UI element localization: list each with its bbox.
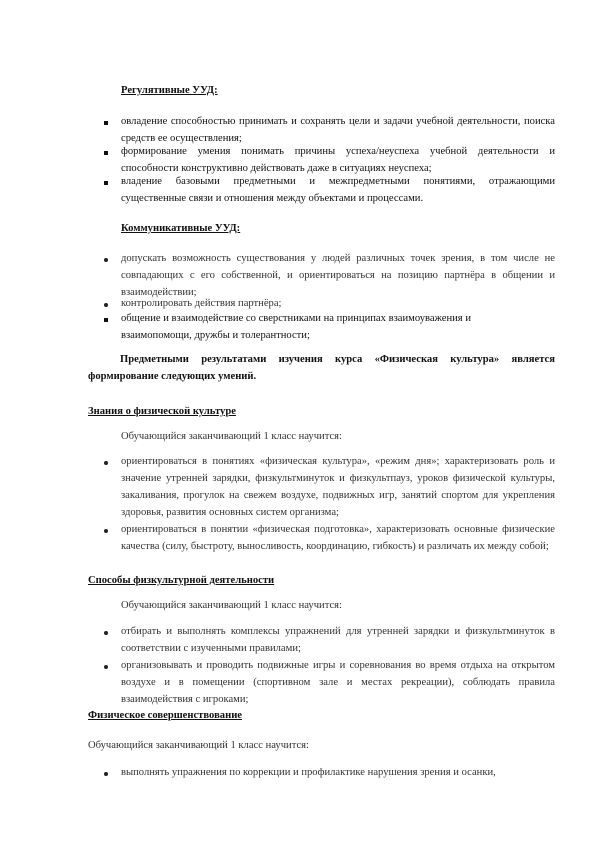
bullet-dot-icon (104, 631, 108, 635)
bullet-dot-icon (104, 665, 108, 669)
knowledge-intro: Обучающийся заканчивающий 1 класс научится: (121, 431, 342, 442)
bullet-dot-icon (104, 529, 108, 533)
subject-results-paragraph: Предметными результатами изучения курса «Физическая культура» является формирование следующих умений. (88, 354, 555, 382)
improvement-intro: Обучающийся заканчивающий 1 класс научится: (88, 740, 309, 751)
bullet-dot-icon (104, 258, 108, 262)
communicative-item-1: допускать возможность существования у людей различных точек зрения, в том числе не совпадающих с его собственной, и ориентироваться на позицию партнёра в общении и взаимодействии; (121, 253, 555, 298)
improvement-item-1: выполнять упражнения по коррекции и профилактике нарушения зрения и осанки, (121, 767, 496, 778)
communicative-item-2: контролировать действия партнёра; (121, 298, 282, 309)
knowledge-item-2: ориентироваться в понятии «физическая подготовка», характеризовать основные физические качества (силу, быстроту, выносливость, координацию, гибкость) и различать их между собой; (121, 524, 555, 552)
bullet-square-icon (104, 181, 108, 185)
knowledge-heading: Знания о физической культуре (88, 406, 236, 417)
regulative-item-2: формирование умения понимать причины успеха/неуспеха учебной деятельности и способности конструктивно действовать даже в ситуациях неуспеха; (121, 146, 555, 174)
improvement-heading: Физическое совершенствование (88, 710, 242, 721)
knowledge-item-1: ориентироваться в понятиях «физическая культура», «режим дня»; характеризовать роль и значение утренней зарядки, физкультминуток и физкультпауз, уроков физической культуры, закаливания, прогулок на свежем воздухе, подвижных игр, занятий спортом для укрепления здоровья, развития основных систем организма; (121, 456, 555, 518)
bullet-dot-icon (104, 772, 108, 776)
methods-item-1: отбирать и выполнять комплексы упражнений для утренней зарядки и физкультминуток в соответствии с изученными правилами; (121, 626, 555, 654)
regulative-item-1: овладение способностью принимать и сохранять цели и задачи учебной деятельности, поиска средств ее осуществления; (121, 116, 555, 144)
bullet-square-icon (104, 121, 108, 125)
bullet-dot-icon (104, 303, 108, 307)
methods-heading: Способы физкультурной деятельности (88, 575, 275, 586)
methods-intro: Обучающийся заканчивающий 1 класс научится: (121, 600, 342, 611)
regulative-heading: Регулятивные УУД: (121, 85, 218, 96)
bullet-square-icon (104, 151, 108, 155)
communicative-heading: Коммуникативные УУД: (121, 223, 241, 234)
communicative-item-3: общение и взаимодействие со сверстниками на принципах взаимоуважения и взаимопомощи, дружбы и толерантности; (121, 313, 471, 341)
bullet-square-icon (104, 318, 108, 322)
regulative-item-3: владение базовыми предметными и межпредметными понятиями, отражающими существенные связи и отношения между объектами и процессами. (121, 176, 555, 204)
bullet-dot-icon (104, 461, 108, 465)
methods-item-2: организовывать и проводить подвижные игры и соревнования во время отдыха на открытом воздухе и в помещении (спортивном зале и местах рекреации), соблюдать правила взаимодействия с игроками; (121, 660, 555, 705)
